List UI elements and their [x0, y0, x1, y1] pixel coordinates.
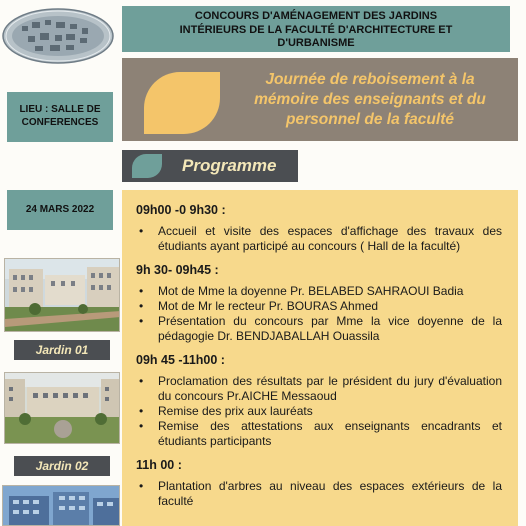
location-line-1: LIEU : SALLE DE [19, 104, 101, 115]
banner-line-3: personnel de la faculté [286, 111, 454, 128]
building-photo [2, 485, 120, 526]
slot-1-item-1: • Accueil et visite des espaces d'affichage des travaux des étudiants ayant participé au concours ( Hall de la faculté) [136, 224, 502, 254]
garden-1-label [14, 340, 110, 360]
garden-2-label [14, 456, 110, 476]
slot-4-time: 11h 00 : [136, 458, 182, 472]
slot-2-item-1: • Mot de Mme la doyenne Pr. BELABED SAHRAOUI Badia [136, 284, 502, 299]
slot-3-item-1: • Proclamation des résultats par le président du jury d'évaluation du concours Pr.AICHE Messaoud [136, 374, 502, 404]
location-box [7, 92, 113, 142]
program-label: Programme [182, 156, 277, 175]
slot-2-time: 9h 30- 09h45 : [136, 263, 219, 277]
header-line-2: INTÉRIEURS DE LA FACULTÉ D'ARCHITECTURE ET [179, 23, 453, 36]
slot-4-item-1: • Plantation d'arbres au niveau des espaces extérieurs de la faculté [136, 479, 502, 509]
header-line-3: D'URBANISME [277, 37, 355, 49]
garden-1-photo [4, 258, 120, 332]
contest-header [122, 6, 510, 52]
leaf-shape-icon [144, 72, 220, 134]
garden-2-photo [4, 372, 120, 444]
slot-1-time: 09h00 -0 9h30 : [136, 203, 226, 217]
slot-2-item-2: • Mot de Mr le recteur Pr. BOURAS Ahmed [136, 299, 502, 314]
banner-line-2: mémoire des enseignants et du [254, 91, 486, 108]
program-content [122, 190, 518, 526]
slot-3-time: 09h 45 -11h00 : [136, 353, 225, 367]
program-tab [122, 150, 298, 182]
campus-map-image [0, 0, 116, 72]
event-date: 24 MARS 2022 [25, 204, 95, 215]
date-box [7, 190, 113, 230]
header-line-1: CONCOURS D'AMÉNAGEMENT DES JARDINS [194, 10, 438, 22]
location-line-2: CONFERENCES [21, 117, 99, 128]
schedule-slot-3 [136, 353, 502, 449]
garden-1-text: Jardin 01 [35, 343, 89, 357]
banner-line-1: Journée de reboisement à la [265, 71, 475, 88]
schedule-slot-1 [136, 203, 502, 254]
leaf-shape-icon [132, 154, 162, 178]
banner-title [230, 70, 510, 130]
schedule-slot-4 [136, 458, 502, 509]
garden-2-text: Jardin 02 [35, 459, 89, 473]
slot-3-item-3: • Remise des attestations aux enseignants encadrants et étudiants participants [136, 419, 502, 449]
event-banner [122, 58, 518, 141]
schedule-slot-2 [136, 263, 502, 344]
slot-2-item-3: • Présentation du concours par Mme la vice doyenne de la pédagogie Dr. BENDJABALLAH Ouassila [136, 314, 502, 344]
slot-3-item-2: • Remise des prix aux lauréats [136, 404, 502, 419]
